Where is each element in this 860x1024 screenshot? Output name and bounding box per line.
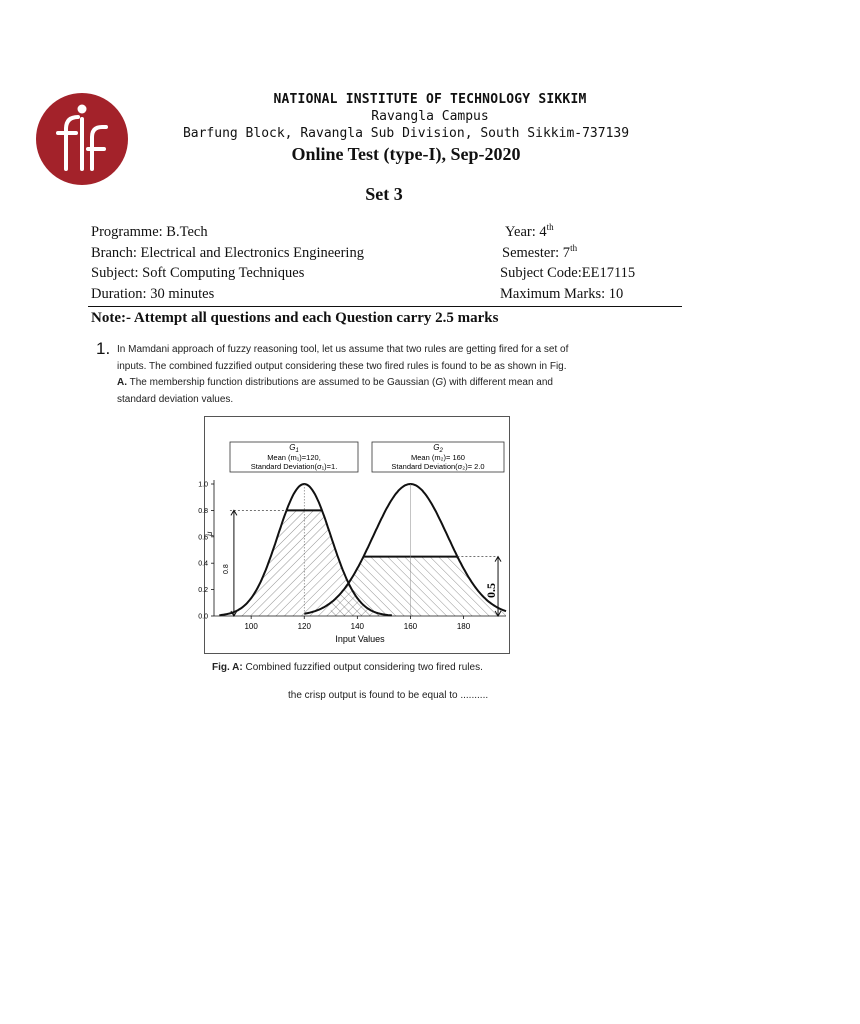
right-annotation: 0.5 [484,583,498,598]
institute-address: Barfung Block, Ravangla Sub Division, South Sikkim-737139 [182,126,630,141]
crisp-output-prompt: the crisp output is found to be equal to .......... [288,690,489,701]
g2-clipped-area [331,557,506,616]
campus-name: Ravangla Campus [371,109,489,124]
g1-title: $G_1$ [289,443,299,454]
g2-title: $G_2$ [433,443,443,454]
g1-sd: Standard Deviation(σ₁)=1. [250,462,338,471]
question-fig-ref: A. [117,377,127,388]
institute-name: NATIONAL INSTITUTE OF TECHNOLOGY SIKKIM [273,92,587,107]
y-tick-label: 0.8 [198,507,208,515]
figure-caption [212,662,483,673]
note-text: Note:- Attempt all questions and each Question carry 2.5 marks [91,310,499,326]
membership-plot [198,480,506,631]
g1-mean: Mean (m₁)=120, [267,453,321,462]
question-text [117,342,577,408]
question-text-part: ) with different mean and standard deviation values. [117,377,553,405]
x-tick-label: 160 [403,622,418,631]
y-axis-label: μ [205,531,214,536]
y-tick-label: 0.0 [198,613,208,621]
year [505,222,554,241]
y-tick-label: 0.2 [198,587,208,595]
semester [502,243,577,262]
branch: Branch: Electrical and Electronics Engineering [91,245,364,261]
fuzzy-output-figure [198,416,510,654]
question-gaussian-symbol: G [435,377,444,388]
y-tick-label: 1.0 [198,481,208,489]
caption-text: Combined fuzzified output considering two fired rules. [242,662,483,673]
caption-label: Fig. A: [212,662,243,673]
programme: Programme: B.Tech [91,224,208,240]
question-number: 1. [96,339,111,358]
year-label: Year: 4 [505,223,547,240]
semester-label: Semester: 7 [502,244,571,261]
x-axis-label: Input Values [335,634,385,644]
divider-line [88,306,682,307]
y-tick-label: 0.6 [198,534,208,542]
question-text-part: The membership function distributions are assumed to be Gaussian ( [127,377,436,388]
x-tick-label: 140 [350,622,365,631]
subject: Subject: Soft Computing Techniques [91,265,305,281]
left-annotation: 0.8 [223,564,230,574]
x-tick-label: 120 [297,622,311,631]
maximum-marks: Maximum Marks: 10 [500,286,624,302]
x-tick-label: 100 [244,622,258,631]
set-title: Set 3 [365,184,403,204]
g2-sd: Standard Deviation(σ₂)= 2.0 [391,462,485,471]
subject-code: Subject Code:EE17115 [500,265,636,281]
question-text-part: In Mamdani approach of fuzzy reasoning tool, let us assume that two rules are getting fired for a set of inputs. The combined fuzzified output considering these two fired rules is found to be as shown in Fig. [117,344,569,372]
duration: Duration: 30 minutes [91,286,215,302]
test-title: Online Test (type-I), Sep-2020 [291,144,521,164]
x-tick-label: 180 [456,622,471,631]
year-sup: th [546,222,554,232]
g2-mean: Mean (m₂)= 160 [411,453,465,462]
y-tick-label: 0.4 [198,560,208,568]
semester-sup: th [570,243,578,253]
